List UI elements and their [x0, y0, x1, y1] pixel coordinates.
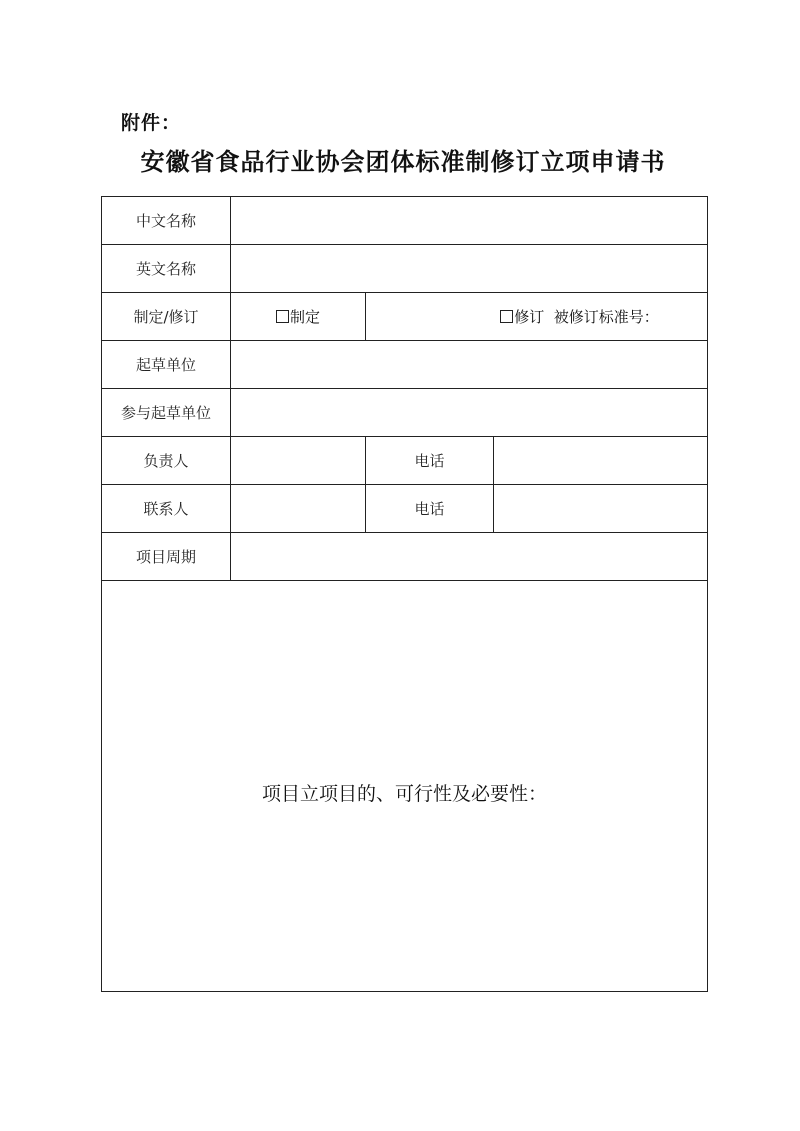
purpose-field[interactable]: [102, 581, 708, 992]
responsible-field[interactable]: [231, 437, 366, 485]
option-create-cell[interactable]: [231, 293, 366, 341]
revised-standard-label: 被修订标准号：: [553, 308, 659, 326]
phone-label-2: 电话: [366, 485, 494, 533]
chinese-name-label: 中文名称: [102, 197, 231, 245]
responsible-label: 负责人: [102, 437, 231, 485]
participating-unit-label: 参与起草单位: [102, 389, 231, 437]
purpose-label: 项目立项目的、可行性及必要性：: [262, 782, 548, 805]
phone-field-2[interactable]: [494, 485, 708, 533]
page-title: 安徽省食品行业协会团体标准制修订立项申请书: [140, 147, 666, 176]
row-drafting-unit: [102, 341, 708, 389]
english-name-label: 英文名称: [102, 245, 231, 293]
chinese-name-field[interactable]: [231, 197, 708, 245]
row-participating-unit: [102, 389, 708, 437]
type-label: 制定/修订: [102, 293, 231, 341]
row-chinese-name: [102, 197, 708, 245]
row-type: [102, 293, 708, 341]
option-revise-cell[interactable]: [366, 293, 708, 341]
option-revise-label: 修订: [514, 308, 545, 326]
application-form-table: [101, 196, 708, 992]
attachment-label: 附件：: [121, 112, 182, 134]
row-responsible: [102, 437, 708, 485]
phone-field-1[interactable]: [494, 437, 708, 485]
participating-unit-field[interactable]: [231, 389, 708, 437]
row-contact: [102, 485, 708, 533]
period-label: 项目周期: [102, 533, 231, 581]
period-field[interactable]: [231, 533, 708, 581]
drafting-unit-field[interactable]: [231, 341, 708, 389]
row-english-name: [102, 245, 708, 293]
contact-label: 联系人: [102, 485, 231, 533]
english-name-field[interactable]: [231, 245, 708, 293]
row-period: [102, 533, 708, 581]
revise-checkbox[interactable]: [500, 310, 513, 323]
phone-label-1: 电话: [366, 437, 494, 485]
option-create-label: 制定: [289, 308, 320, 326]
contact-field[interactable]: [231, 485, 366, 533]
create-checkbox[interactable]: [276, 310, 289, 323]
drafting-unit-label: 起草单位: [102, 341, 231, 389]
row-purpose: [102, 581, 708, 992]
